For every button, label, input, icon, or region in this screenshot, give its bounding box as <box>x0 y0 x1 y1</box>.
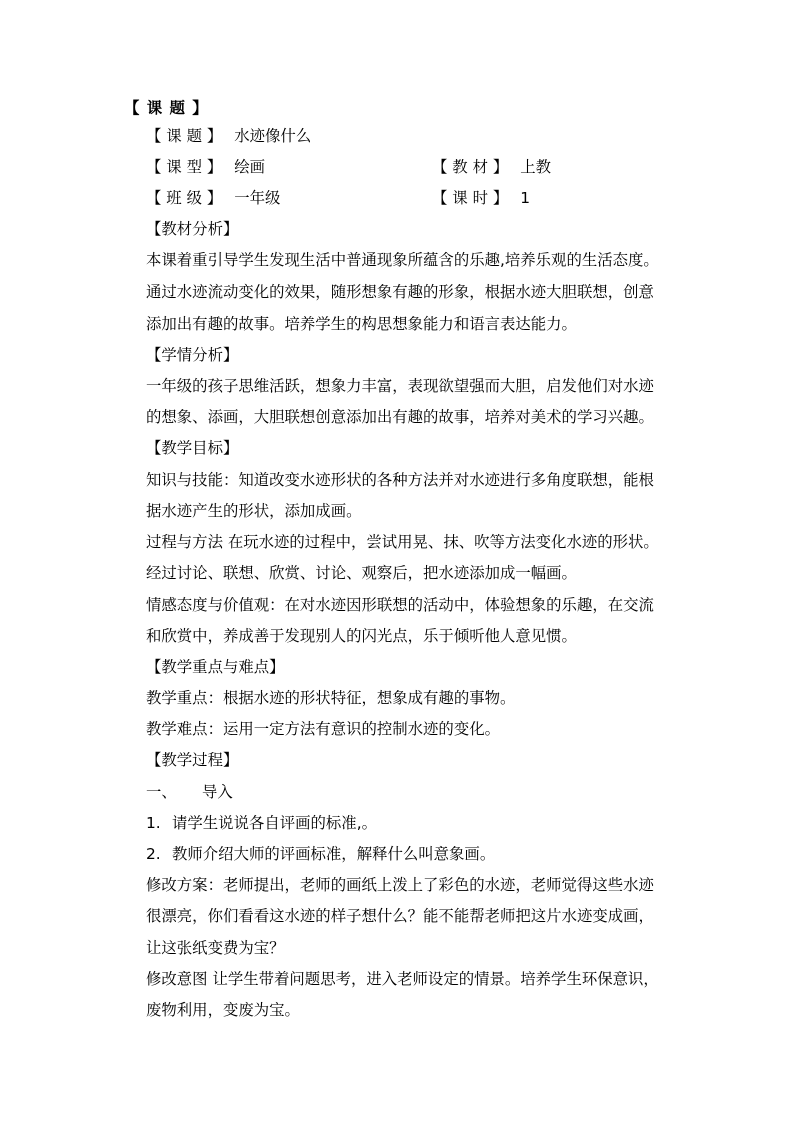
step-one <box>146 782 233 802</box>
students-heading: 【学情分析】 <box>146 346 239 364</box>
goals-line: 据水迹产生的形状，添加成画。 <box>146 502 362 520</box>
goals-line: 知识与技能：知道改变水迹形状的各种方法并对水迹进行多角度联想，能根 <box>146 471 654 489</box>
goals-line: 情感态度与价值观：在对水迹因形联想的活动中，体验想象的乐趣，在交流 <box>146 596 654 614</box>
list-item-number: 1. <box>146 814 161 832</box>
class-row <box>146 188 280 208</box>
step-one-number: 一、 <box>146 783 177 801</box>
hours-label: 【 课 时 】 <box>432 189 509 207</box>
topic-row <box>146 126 311 146</box>
analysis-heading: 【教材分析】 <box>146 220 239 238</box>
intent-line: 废物利用，变废为宝。 <box>146 1001 300 1019</box>
topic-label: 【 课 题 】 <box>146 127 223 145</box>
analysis-line: 通过水迹流动变化的效果，随形想象有趣的形象，根据水迹大胆联想，创意 <box>146 283 654 301</box>
material-value: 上教 <box>520 158 552 176</box>
students-line: 一年级的孩子思维活跃，想象力丰富，表现欲望强而大胆，启发他们对水迹 <box>146 377 654 395</box>
revision-line: 让这张纸变费为宝？ <box>146 939 285 957</box>
list-item-text: 教师介绍大师的评画标准，解释什么叫意象画。 <box>172 845 496 863</box>
goals-line: 经过讨论、联想、欣赏、讨论、观察后，把水迹添加成一幅画。 <box>146 564 577 582</box>
type-value: 绘画 <box>234 158 266 176</box>
goals-heading: 【教学目标】 <box>146 439 239 457</box>
topic-value: 水迹像什么 <box>234 127 312 145</box>
class-label: 【 班 级 】 <box>146 189 223 207</box>
step-one-title: 导入 <box>202 783 233 801</box>
list-item-number: 2. <box>146 845 161 863</box>
process-heading: 【教学过程】 <box>146 751 239 769</box>
material-label: 【 教 材 】 <box>432 158 509 176</box>
analysis-line: 本课着重引导学生发现生活中普通现象所蕴含的乐趣,培养乐观的生活态度。 <box>146 251 659 269</box>
list-item <box>146 844 495 864</box>
intent-line: 修改意图 让学生带着问题思考，进入老师设定的情景。培养学生环保意识， <box>146 970 659 988</box>
document-heading: 【 课 题 】 <box>124 99 209 117</box>
list-item <box>146 813 377 833</box>
revision-line: 很漂亮，你们看看这水迹的样子想什么？能不能帮老师把这片水迹变成画， <box>146 907 654 925</box>
type-label: 【 课 型 】 <box>146 158 223 176</box>
goals-line: 过程与方法 在玩水迹的过程中，尝试用晃、抹、吹等方法变化水迹的形状。 <box>146 533 659 551</box>
goals-line: 和欣赏中，养成善于发现别人的闪光点，乐于倾听他人意见惯。 <box>146 627 577 645</box>
hours-row <box>432 188 530 208</box>
list-item-text: 请学生说说各自评画的标准,。 <box>172 814 377 832</box>
revision-line: 修改方案：老师提出，老师的画纸上泼上了彩色的水迹，老师觉得这些水迹 <box>146 876 654 894</box>
analysis-line: 添加出有趣的故事。培养学生的构思想象能力和语言表达能力。 <box>146 315 577 333</box>
material-row <box>432 157 551 177</box>
keypoints-line: 教学重点：根据水迹的形状特征，想象成有趣的事物。 <box>146 689 516 707</box>
keypoints-line: 教学难点：运用一定方法有意识的控制水迹的变化。 <box>146 720 500 738</box>
students-line: 的想象、添画，大胆联想创意添加出有趣的故事，培养对美术的学习兴趣。 <box>146 408 654 426</box>
hours-value: 1 <box>520 189 531 207</box>
type-row <box>146 157 265 177</box>
keypoints-heading: 【教学重点与难点】 <box>146 658 285 676</box>
class-value: 一年级 <box>234 189 281 207</box>
